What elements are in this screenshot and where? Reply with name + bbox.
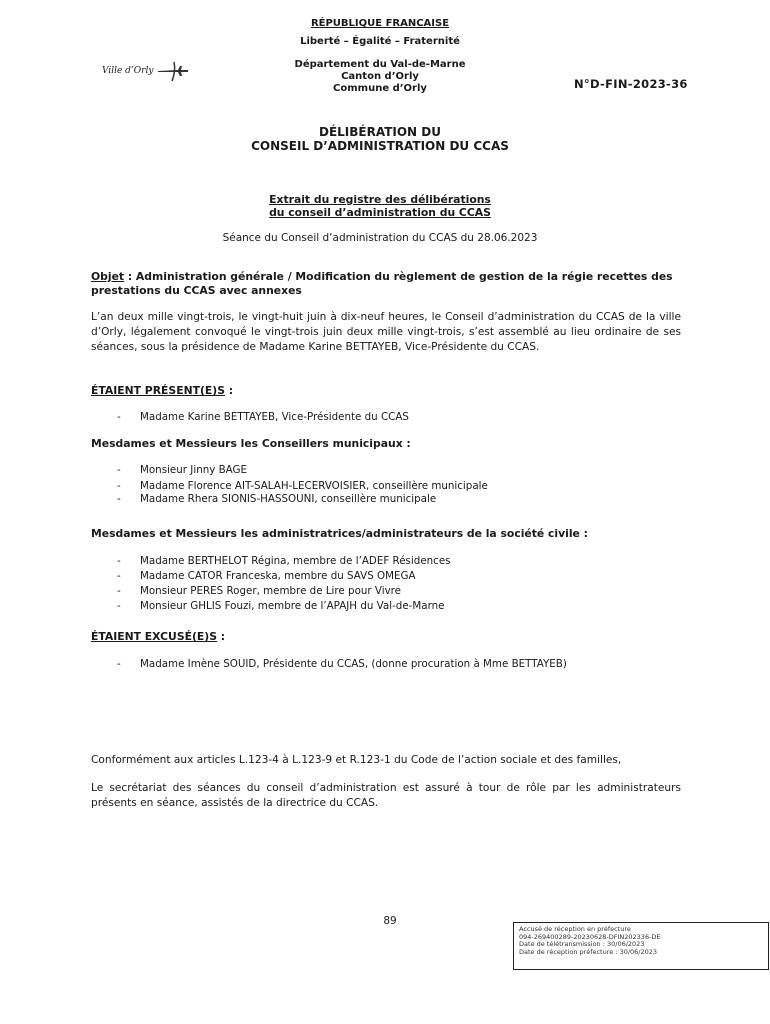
dash: - [117, 555, 121, 567]
extract-heading [200, 193, 560, 219]
present-heading [91, 384, 233, 397]
republic-text: RÉPUBLIQUE FRANCAISE [310, 18, 450, 29]
excused-heading [91, 630, 225, 643]
list-item-text: Madame Florence AIT-SALAH-LECERVOISIER, conseillère municipale [140, 480, 488, 492]
list-item-text: Madame Rhera SIONIS-HASSOUNI, conseillère municipale [140, 493, 437, 505]
civil-society-heading: Mesdames et Messieurs les administratrices/administrateurs de la société civile : [91, 527, 588, 540]
list-item-text: Madame Imène SOUID, Présidente du CCAS, (donne procuration à Mme BETTAYEB) [140, 658, 567, 670]
list-item-text: Madame BERTHELOT Régina, membre de l’ADEF Résidences [140, 555, 451, 567]
stamp-line: 094-269400289-20230628-DFIN202336-DE [519, 932, 661, 941]
list-item-text: Monsieur PERES Roger, membre de Lire pour Vivre [140, 585, 402, 597]
prefecture-receipt-stamp [513, 922, 769, 970]
motto: Liberté – Égalité – Fraternité [300, 36, 460, 47]
intro-paragraph: L’an deux mille vingt-trois, le vingt-huit juin à dix-neuf heures, le Conseil d’administration du CCAS de la ville d’Orly, légalement convoqué le vingt-trois juin deux mille vingt-trois, s’est assemblé au lieu ordinaire de ses séances, sous la présidence de Madame Karine BETTAYEB, Vice-Présidente du CCAS. [91, 311, 681, 353]
stamp-line: Date de télétransmission : 30/06/2023 [519, 940, 645, 948]
dash: - [117, 585, 121, 597]
stamp-line: Date de réception préfecture : 30/06/2023 [519, 947, 658, 956]
conformity-paragraph: Conformément aux articles L.123-4 à L.123-9 et R.123-1 du Code de l’action sociale et des familles, [91, 754, 622, 766]
dash: - [117, 411, 121, 423]
document-title-line2: CONSEIL D’ADMINISTRATION DU CCAS [251, 139, 509, 153]
list-item-text: Madame Karine BETTAYEB, Vice-Présidente du CCAS [140, 411, 409, 423]
present-colon: : [225, 384, 234, 397]
deliberation-reference: N°D-FIN-2023-36 [574, 77, 688, 91]
city-logo [102, 60, 192, 82]
dash: - [117, 570, 121, 582]
department: Département du Val-de-Marne [294, 59, 466, 70]
page-number: 89 [383, 915, 397, 927]
secretariat-paragraph: Le secrétariat des séances du conseil d’administration est assuré à tour de rôle par les administrateurs présents en séance, assistés de la directrice du CCAS. [91, 782, 681, 809]
list-item-text: Madame CATOR Franceska, membre du SAVS OMEGA [140, 570, 416, 582]
document-title-line1: DÉLIBÉRATION DU [319, 125, 441, 139]
republic-heading [250, 18, 510, 30]
dash: - [117, 658, 121, 670]
stamp-line: Accusé de réception en préfecture [519, 925, 631, 933]
session-date: Séance du Conseil d’administration du CCAS du 28.06.2023 [222, 232, 538, 244]
dash: - [117, 493, 121, 505]
dash: - [117, 480, 121, 492]
present-heading-text: ÉTAIENT PRÉSENT(E)S [91, 384, 225, 397]
extract-line2: du conseil d’administration du CCAS [269, 206, 491, 219]
object-text: : Administration générale / Modification du règlement de gestion de la régie recettes des prestations du CCAS avec annexes [91, 270, 673, 297]
logo-plane-icon [156, 60, 190, 82]
extract-line1: Extrait du registre des délibérations [269, 193, 491, 206]
logo-text: Ville d’Orly [102, 66, 154, 76]
dash: - [117, 464, 121, 476]
excused-heading-text: ÉTAIENT EXCUSÉ(E)S [91, 630, 217, 643]
object-block [91, 270, 691, 298]
object-label: Objet [91, 270, 125, 283]
excused-colon: : [217, 630, 226, 643]
list-item-text: Monsieur GHLIS Fouzi, membre de l’APAJH du Val-de-Marne [140, 600, 445, 612]
councillors-heading: Mesdames et Messieurs les Conseillers municipaux : [91, 437, 411, 450]
list-item-text: Monsieur Jinny BAGE [140, 464, 248, 476]
commune: Commune d’Orly [333, 83, 427, 94]
dash: - [117, 600, 121, 612]
canton: Canton d’Orly [341, 71, 419, 82]
